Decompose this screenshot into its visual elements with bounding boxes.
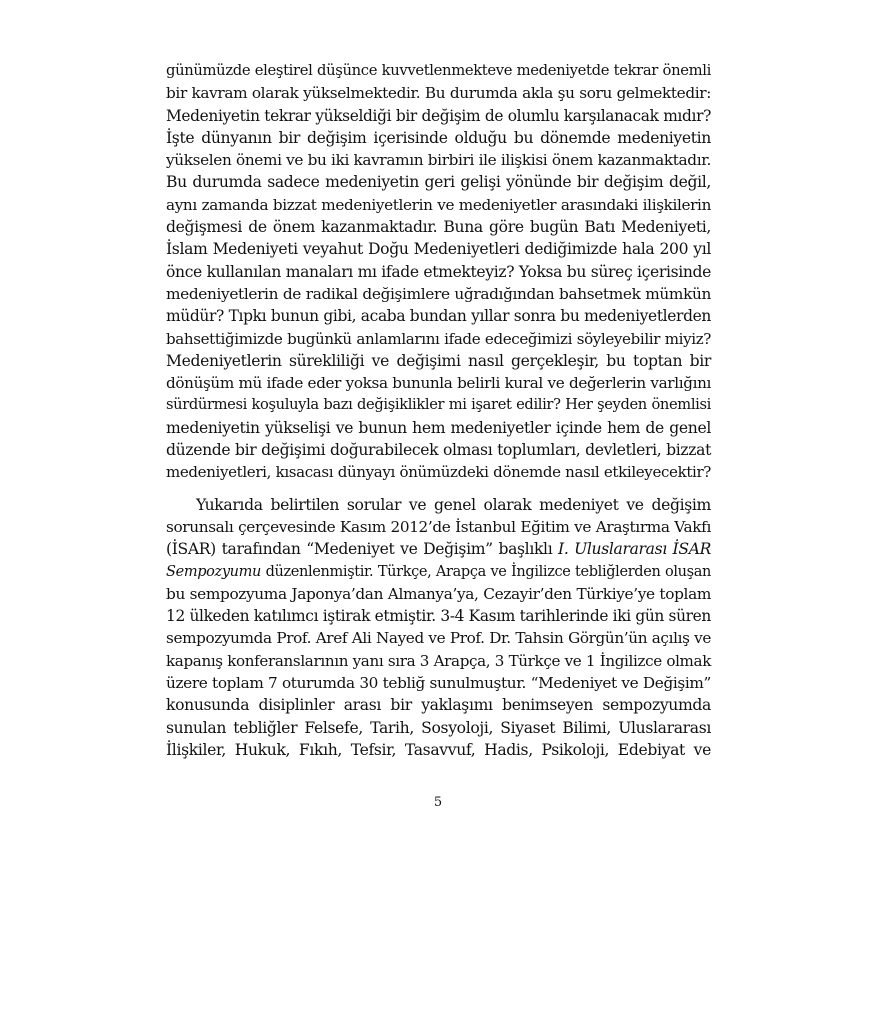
body-text [166, 60, 711, 761]
text-line: aynı zamanda bizzat medeniyetlerin ve medeniyetler arasındaki ilişkilerin [166, 195, 711, 214]
text-line: kapanış konferanslarının yanı sıra 3 Arapça, 3 Türkçe ve 1 İngilizce olmak [166, 651, 711, 670]
text-line: değişmesi de önem kazanmaktadır. Buna göre bugün Batı Medeniyeti, [166, 218, 711, 237]
paragraph-2 [166, 494, 711, 762]
text-line: günümüzde eleştirel düşünce kuvvetlenmekteve medeniyetde tekrar önemli [166, 62, 711, 79]
text-line: Medeniyetlerin sürekliliği ve değişimi nasıl gerçekleşir, bu toptan bir [166, 351, 711, 370]
text-line: medeniyetin yükselişi ve bunun hem medeniyetler içinde hem de genel [166, 418, 711, 437]
paragraph-1 [166, 60, 711, 484]
text-line: medeniyetlerin de radikal değişimlere uğradığından bahsetmek mümkün [166, 284, 711, 303]
text-line: müdür? Tıpkı bunun gibi, acaba bundan yıllar sonra bu medeniyetlerden [166, 307, 711, 326]
text-line: sunulan tebliğler Felsefe, Tarih, Sosyoloji, Siyaset Bilimi, Uluslararası [166, 718, 711, 737]
text-line: medeniyetleri, kısacası dünyayı önümüzdeki dönemde nasıl etkileyecektir? [166, 463, 711, 482]
text-line: bu sempozyuma Japonya’dan Almanya’ya, Cezayir’den Türkiye’ye toplam [166, 584, 711, 603]
text-line: sorunsalı çerçevesinde Kasım 2012’de İstanbul Eğitim ve Araştırma Vakfı [166, 517, 711, 536]
text-line: İşte dünyanın bir değişim içerisinde olduğu bu dönemde medeniyetin [166, 128, 711, 147]
text-line: düzende bir değişimi doğurabilecek olması toplumları, devletleri, bizzat [166, 441, 711, 460]
symposium-title: I. Uluslararası İSAR [558, 540, 711, 559]
text-line: yükselen önemi ve bu iki kavramın birbiri ile ilişkisi önem kazanmaktadır. [166, 151, 711, 170]
text-line-with-title [166, 561, 711, 583]
text-line: Medeniyetin tekrar yükseldiği bir değişim de olumlu karşılanacak mıdır? [166, 106, 711, 125]
text-line: konusunda disiplinler arası bir yaklaşımı benimseyen sempozyumda [166, 696, 711, 715]
text-line: sürdürmesi koşuluyla bazı değişiklikler mi işaret edilir? Her şeyden önemlisi [166, 396, 711, 414]
text-line-with-title [166, 538, 711, 560]
text-line: bahsettiğimizde bugünkü anlamlarını ifade edeceğimizi söyleyebilir miyiz? [166, 329, 711, 348]
text-line: sempozyumda Prof. Aref Ali Nayed ve Prof. Dr. Tahsin Görgün’ün açılış ve [166, 629, 711, 648]
text-line: Bu durumda sadece medeniyetin geri gelişi yönünde bir değişim değil, [166, 173, 711, 192]
text-line: İslam Medeniyeti veyahut Doğu Medeniyetleri dediğimizde hala 200 yıl [166, 240, 711, 259]
text-line: 12 ülkeden katılımcı iştirak etmiştir. 3-4 Kasım tarihlerinde iki gün süren [166, 607, 711, 626]
text-segment: (İSAR) tarafından “Medeniyet ve Değişim” başlıklı [166, 540, 559, 559]
text-line: Yukarıda belirtilen sorular ve genel olarak medeniyet ve değişim [196, 495, 711, 514]
text-line: dönüşüm mü ifade eder yoksa bununla belirli kural ve değerlerin varlığını [166, 374, 711, 393]
page-number: 5 [433, 795, 443, 810]
text-line: bir kavram olarak yükselmektedir. Bu durumda akla şu soru gelmektedir: [166, 84, 711, 103]
text-line: İlişkiler, Hukuk, Fıkıh, Tefsir, Tasavvuf, Hadis, Psikoloji, Edebiyat ve [166, 740, 711, 759]
text-line: üzere toplam 7 oturumda 30 tebliğ sunulmuştur. “Medeniyet ve Değişim” [166, 674, 711, 693]
symposium-title: Sempozyumu [166, 563, 262, 580]
text-line: önce kullanılan manaları mı ifade etmekteyiz? Yoksa bu süreç içerisinde [166, 262, 711, 281]
text-segment: düzenlenmiştir. Türkçe, Arapça ve İngilizce tebliğlerden oluşan [261, 563, 711, 580]
